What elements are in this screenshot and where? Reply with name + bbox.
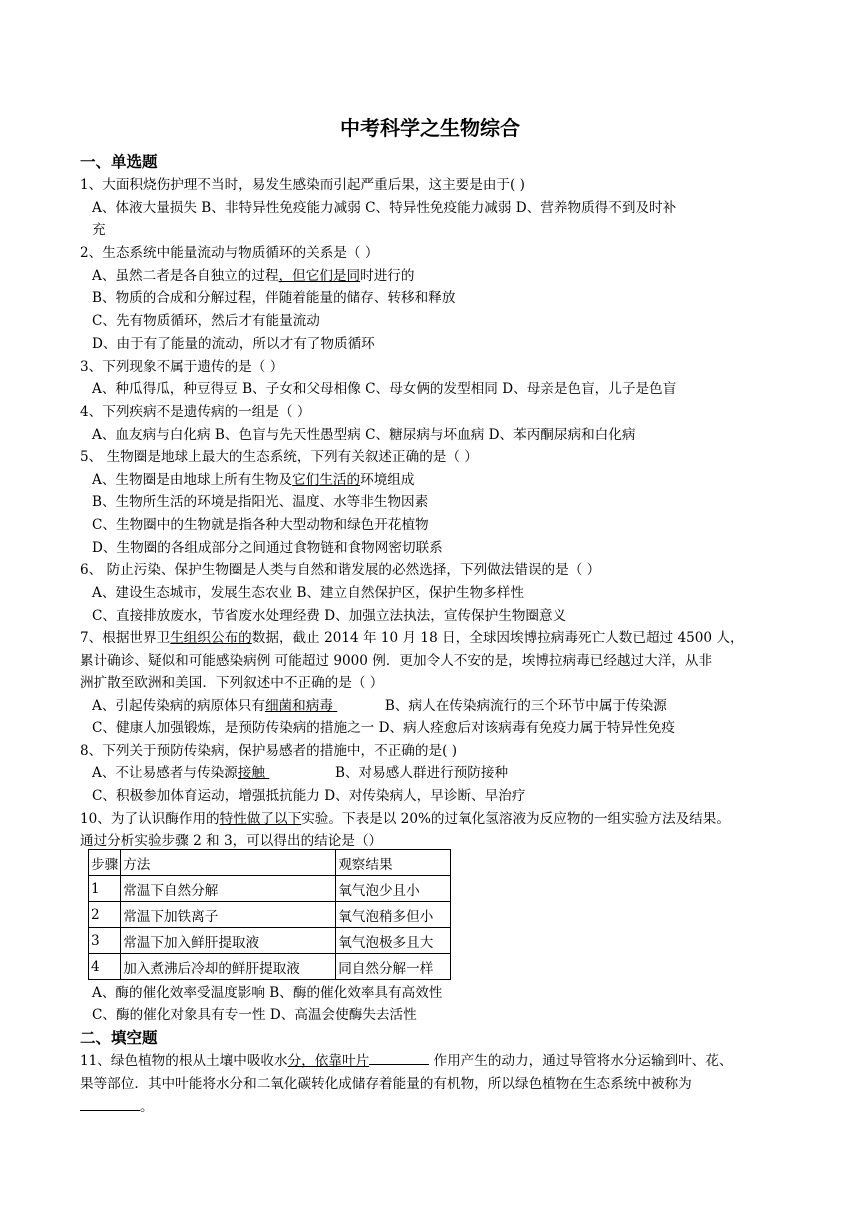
question-10-stem-line-1: 10、为了认识酶作用的特性做了以下实验。下表是以 20%的过氧化氢溶液为反应物的一组实验方法及结果。 xyxy=(80,811,730,827)
question-7-stem-line-2: 累计确诊、疑似和可能感染病例 可能超过 9000 例．更加令人不安的是，埃博拉病毒已经越过大洋，从非 xyxy=(80,653,713,669)
question-3-options: A、种瓜得瓜，种豆得豆 B、子女和父母相像 C、母女俩的发型相同 D、母亲是色盲，儿子是色盲 xyxy=(92,381,677,397)
question-11-line-2: 果等部位．其中叶能将水分和二氧化碳转化成储存着能量的有机物，所以绿色植物在生态系统中被称为 xyxy=(80,1076,692,1092)
table-header-cell: 步骤 xyxy=(89,850,121,876)
question-2-stem: 2、生态系统中能量流动与物质循环的关系是（ ） xyxy=(80,245,379,261)
question-7-options-ab: A、引起传染病的病原体只有细菌和病毒 B、病人在传染病流行的三个环节中属于传染源 xyxy=(92,698,667,714)
table-cell: 常温下自然分解 xyxy=(121,876,336,902)
question-11-line-3: 。 xyxy=(80,1096,785,1118)
table-cell: 氧气泡极多且大 xyxy=(336,928,451,954)
question-7-options-cd: C、健康人加强锻炼，是预防传染病的措施之一 D、病人痊愈后对该病毒有免疫力属于特异性免疫 xyxy=(92,720,675,736)
table-cell: 1 xyxy=(89,876,121,902)
question-1-options-continued: 充 xyxy=(92,222,106,238)
question-4-options: A、血友病与白化病 B、色盲与先天性愚型病 C、糖尿病与坏血病 D、苯丙酮尿病和白化病 xyxy=(92,427,636,443)
table-cell: 氧气泡少且小 xyxy=(336,876,451,902)
question-7-stem-line-3: 洲扩散至欧洲和美国．下列叙述中不正确的是（ ） xyxy=(80,675,384,691)
table-cell: 4 xyxy=(89,954,121,980)
question-10-stem-line-2: 通过分析实验步骤 2 和 3，可以得出的结论是（） xyxy=(80,833,383,849)
question-5-option-b: B、生物所生活的环境是指阳光、温度、水等非生物因素 xyxy=(92,494,429,510)
page-title: 中考科学之生物综合 xyxy=(340,116,520,140)
question-7-stem-line-1: 7、根据世界卫生组织公布的数据，截止 2014 年 10 月 18 日，全球因埃博拉病毒死亡人数已超过 4500 人， xyxy=(80,630,744,646)
answer-blank xyxy=(80,1096,140,1111)
table-cell: 氧气泡稍多但小 xyxy=(336,902,451,928)
question-5-option-c: C、生物圈中的生物就是指各种大型动物和绿色开花植物 xyxy=(92,517,429,533)
table-row xyxy=(89,902,451,928)
answer-blank xyxy=(369,1050,429,1065)
question-8-options-ab: A、不让易感者与传染源接触 B、对易感人群进行预防接种 xyxy=(92,765,509,781)
question-1-options: A、体液大量损失 B、非特异性免疫能力减弱 C、特异性免疫能力减弱 D、营养物质得不到及时补 xyxy=(92,200,677,216)
table-header-row xyxy=(89,850,451,876)
table-header-cell: 方法 xyxy=(121,850,336,876)
question-2-option-b: B、物质的合成和分解过程，伴随着能量的储存、转移和释放 xyxy=(92,290,456,306)
section-heading-single-choice: 一、单选题 xyxy=(80,153,158,171)
question-6-options-cd: C、直接排放废水，节省废水处理经费 D、加强立法执法，宣传保护生物圈意义 xyxy=(92,608,567,624)
table-row xyxy=(89,928,451,954)
question-8-options-cd: C、积极参加体育运动，增强抵抗能力 D、对传染病人，早诊断、早治疗 xyxy=(92,788,526,804)
question-11-line-1: 11、绿色植物的根从土壤中吸收水分，依靠叶片 作用产生的动力，通过导管将水分运输到叶、花、 xyxy=(80,1050,785,1072)
question-6-stem: 6、 防止污染、保护生物圈是人类与自然和谐发展的必然选择，下列做法错误的是（ ） xyxy=(80,562,601,578)
table-row xyxy=(89,954,451,980)
question-8-stem: 8、下列关于预防传染病，保护易感者的措施中，不正确的是( ) xyxy=(80,743,458,759)
question-2-option-a: A、虽然二者是各自独立的过程，但它们是同时进行的 xyxy=(92,268,415,284)
table-cell: 常温下加铁离子 xyxy=(121,902,336,928)
table-cell: 同自然分解一样 xyxy=(336,954,451,980)
question-4-stem: 4、下列疾病不是遗传病的一组是（ ） xyxy=(80,404,311,420)
question-3-stem: 3、下列现象不属于遗传的是（ ） xyxy=(80,359,284,375)
question-10-options-ab: A、酶的催化效率受温度影响 B、酶的催化效率具有高效性 xyxy=(92,985,443,1001)
table-cell: 2 xyxy=(89,902,121,928)
question-5-stem: 5、 生物圈是地球上最大的生态系统，下列有关叙述正确的是（ ） xyxy=(80,449,478,465)
question-10-options-cd: C、酶的催化对象具有专一性 D、高温会使酶失去活性 xyxy=(92,1007,417,1023)
table-cell: 3 xyxy=(89,928,121,954)
table-cell: 常温下加入鲜肝提取液 xyxy=(121,928,336,954)
question-2-option-d: D、由于有了能量的流动，所以才有了物质循环 xyxy=(92,336,375,352)
table-row xyxy=(89,876,451,902)
question-2-option-c: C、先有物质循环，然后才有能量流动 xyxy=(92,313,320,329)
experiment-table xyxy=(88,849,451,980)
table-header-cell: 观察结果 xyxy=(336,850,451,876)
question-1-stem: 1、大面积烧伤护理不当时，易发生感染而引起严重后果，这主要是由于( ) xyxy=(80,177,525,193)
question-5-option-d: D、生物圈的各组成部分之间通过食物链和食物网密切联系 xyxy=(92,540,443,556)
section-heading-fill-in: 二、填空题 xyxy=(80,1029,158,1047)
question-6-options-ab: A、建设生态城市，发展生态农业 B、建立自然保护区，保护生物多样性 xyxy=(92,585,524,601)
table-cell: 加入煮沸后冷却的鲜肝提取液 xyxy=(121,954,336,980)
question-5-option-a: A、生物圈是由地球上所有生物及它们生活的环境组成 xyxy=(92,472,415,488)
